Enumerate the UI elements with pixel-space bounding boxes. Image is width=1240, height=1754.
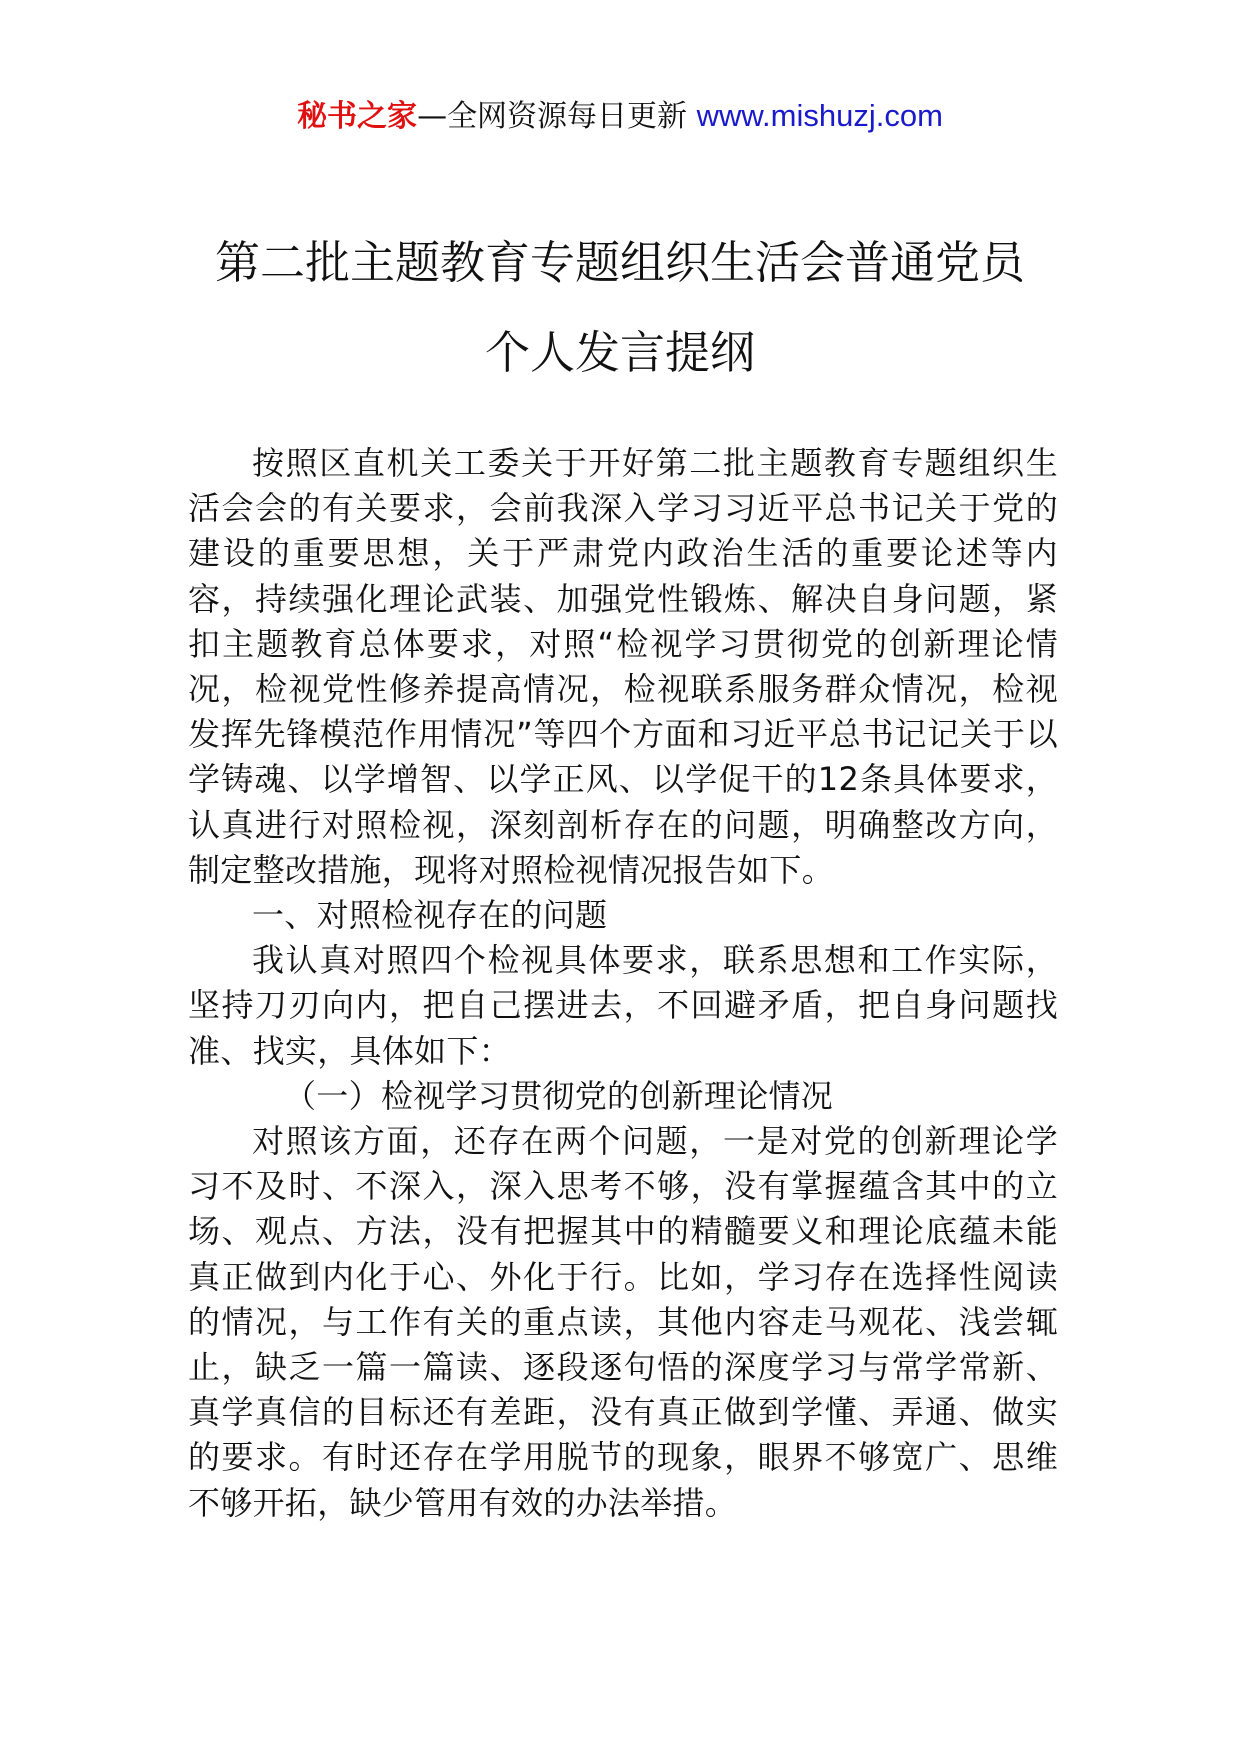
site-header <box>0 96 1240 137</box>
document-body <box>188 441 1058 1526</box>
section-1-intro-paragraph: 我认真对照四个检视具体要求，联系思想和工作实际，坚持刀刃向内，把自己摆进去，不回避矛盾，把自身问题找准、找实，具体如下： <box>188 941 1058 1070</box>
brand-name: 秘书之家 <box>297 99 418 134</box>
document-title-line-2: 个人发言提纲 <box>484 326 755 379</box>
document-title-line-1: 第二批主题教育专题组织生活会普通党员 <box>214 236 1025 289</box>
header-tagline: —全网资源每日更新 <box>417 99 688 134</box>
subsection-1-paragraph: 对照该方面，还存在两个问题，一是对党的创新理论学习不及时、不深入，深入思考不够，没有掌握蕴含其中的立场、观点、方法，没有把握其中的精髓要义和理论底蕴未能真正做到内化于心、外化于行。比如，学习存在选择性阅读的情况，与工作有关的重点读，其他内容走马观花、浅尝辄止，缺乏一篇一篇读、逐段逐句悟的深度学习与常学常新、真学真信的目标还有差距，没有真正做到学懂、弄通、做实的要求。有时还存在学用脱节的现象，眼界不够宽广、思维不够开拓，缺少管用有效的办法举措。 <box>188 1122 1058 1522</box>
subsection-heading-1: （一）检视学习贯彻党的创新理论情况 <box>284 1076 834 1115</box>
intro-paragraph: 按照区直机关工委关于开好第二批主题教育专题组织生活会会的有关要求，会前我深入学习习近平总书记关于党的建设的重要思想，关于严肃党内政治生活的重要论述等内容，持续强化理论武装、加强党性锻炼、解决自身问题，紧扣主题教育总体要求，对照“检视学习贯彻党的创新理论情况，检视党性修养提高情况，检视联系服务群众情况，检视发挥先锋模范作用情况”等四个方面和习近平总书记记关于以学铸魂、以学增智、以学正风、以学促干的12条具体要求，认真进行对照检视，深刻剖析存在的问题，明确整改方向，制定整改措施，现将对照检视情况报告如下。 <box>188 444 1058 889</box>
site-url-link[interactable]: www.mishuzj.com <box>696 98 943 133</box>
section-heading-1: 一、对照检视存在的问题 <box>252 896 608 935</box>
